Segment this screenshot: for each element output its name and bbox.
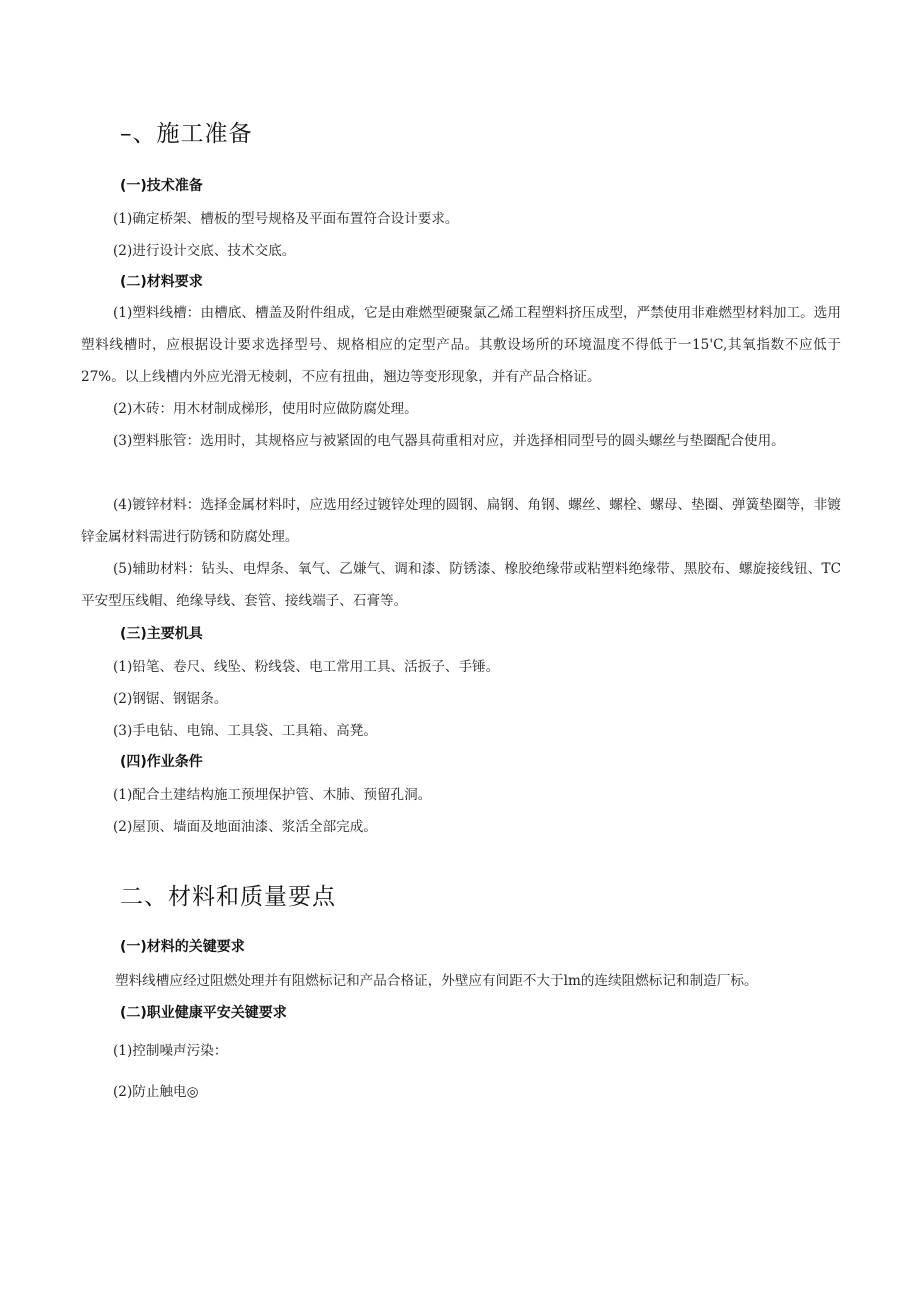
material-item-2: (2)木砖：用木材制成梯形，使用时应做防腐处理。 bbox=[113, 401, 418, 417]
material-item-1: (1)塑料线槽：由槽底、槽盖及附件组成，它是由难燃型硬聚氯乙烯工程塑料挤压成型，严禁使用非难燃型材料加工。选用塑料线槽时，应根据设计要求选择型号、规格相应的定型产品。其敷设场所的环境温度不得低于一15'C,其氧指数不应低于27%。以上线槽内外应光滑无棱刺，不应有扭曲，翘边等变形现象，并有产品合格证。 bbox=[81, 305, 841, 385]
tools-heading: (三)主要机具 bbox=[120, 626, 203, 642]
tech-item-1: (1)确定桥架、槽板的型号规格及平面布置符合设计要求。 bbox=[113, 211, 459, 227]
material-item-5: (5)辅助材料：钻头、电焊条、氧气、乙嫌气、调和漆、防锈漆、橡胶绝缘带或粘塑料绝缘带、黑胶布、螺旋接线钮、TC平安型压线帽、绝缘导线、套管、接线端子、石膏等。 bbox=[81, 561, 841, 609]
material-req-heading: (二)材料要求 bbox=[120, 274, 203, 290]
tools-item-2: (2)钢锯、钢锯条。 bbox=[113, 691, 228, 707]
safety-item-1: (1)控制噪声污染： bbox=[113, 1043, 228, 1059]
conditions-item-1: (1)配合土建结构施工预埋保护管、木肺、预留孔洞。 bbox=[113, 787, 432, 803]
material-item-3: (3)塑料胀管：选用时，其规格应与被紧固的电气器具荷重相对应，并选择相同型号的圆头螺丝与垫圈配合使用。 bbox=[113, 433, 785, 449]
key-material-text: 塑料线槽应经过阻燃处理并有阻燃标记和产品合格证，外壁应有间距不大于lm的连续阻燃标记和制造厂标。 bbox=[115, 973, 758, 989]
conditions-heading: (四)作业条件 bbox=[120, 754, 203, 770]
section-2-title: 二、材料和质量要点 bbox=[120, 884, 336, 910]
key-material-heading: (一)材料的关键要求 bbox=[120, 939, 245, 955]
section-1-title: –、施工准备 bbox=[120, 121, 253, 147]
tools-item-1: (1)铅笔、卷尺、线坠、粉线袋、电工常用工具、活扳子、手锤。 bbox=[113, 659, 500, 675]
material-item-4: (4)镀锌材料：选择金属材料时，应选用经过镀锌处理的圆钢、扁钢、角钢、螺丝、螺栓、螺母、垫圈、弹簧垫圈等，非镀锌金属材料需进行防锈和防腐处理。 bbox=[81, 497, 841, 545]
tech-prep-heading: (一)技术准备 bbox=[120, 178, 203, 194]
tech-item-2: (2)进行设计交底、技术交底。 bbox=[113, 243, 296, 259]
safety-item-2: (2)防止触电◎ bbox=[113, 1084, 199, 1100]
conditions-item-2: (2)屋顶、墙面及地面油漆、浆活全部完成。 bbox=[113, 819, 377, 835]
safety-heading: (二)职业健康平安关键要求 bbox=[120, 1005, 287, 1021]
tools-item-3: (3)手电钻、电锦、工具袋、工具箱、高凳。 bbox=[113, 723, 377, 739]
